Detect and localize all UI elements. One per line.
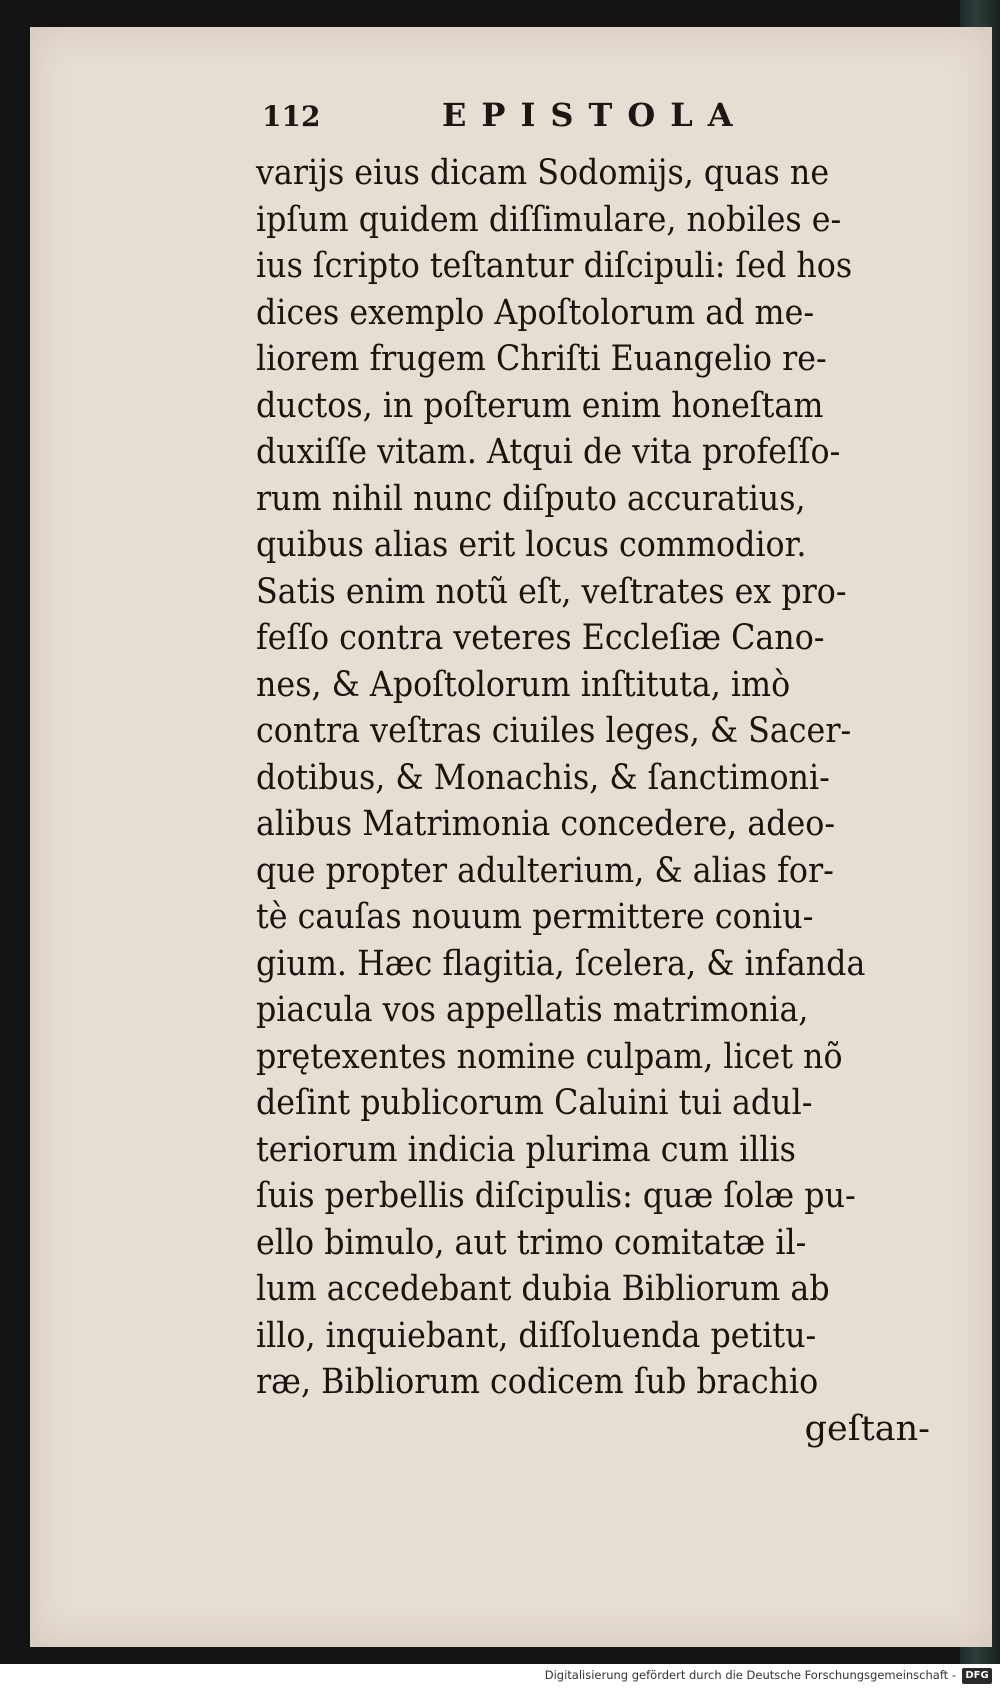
text-line: gium. Hæc flagitia, ſcelera, & infanda: [256, 943, 866, 984]
text-line: feſſo contra veteres Eccleſiæ Cano-: [256, 618, 825, 658]
text-line: dices exemplo Apoſtolorum ad me-: [256, 292, 815, 333]
text-line: ello bimulo, aut trimo comitatæ il-: [256, 1222, 807, 1263]
text-line: rum nihil nunc diſputo accuratius,: [256, 478, 806, 519]
text-line: ſuis perbellis diſcipulis: quæ ſolæ pu-: [256, 1176, 856, 1216]
catchword: geſtan-: [804, 1408, 930, 1449]
running-head: EPISTOLA: [442, 96, 748, 134]
text-line: ipſum quidem diſſimulare, nobiles e-: [256, 199, 842, 240]
text-line: prętexentes nomine culpam, licet nõ: [256, 1036, 843, 1077]
text-line: ræ, Bibliorum codicem ſub brachio: [256, 1362, 819, 1402]
text-line: ductos, in poſterum enim honeſtam: [256, 385, 824, 426]
text-line: quibus alias erit locus commodior.: [256, 525, 807, 565]
text-line: tè cauſas nouum permittere coniu-: [256, 897, 814, 937]
dfg-logo-icon: DFG: [962, 1668, 992, 1684]
text-line: que propter adulterium, & alias for-: [256, 850, 834, 891]
text-line: duxiſſe vitam. Atqui de vita profeſſo-: [256, 432, 841, 472]
text-line: nes, & Apoſtolorum inſtituta, imò: [256, 664, 791, 705]
footer-bar: [0, 1664, 1000, 1689]
text-line: Satis enim notũ eſt, veſtrates ex pro-: [256, 571, 847, 612]
text-line: ius ſcripto teſtantur diſcipuli: ſed hos: [256, 246, 853, 286]
page-number: 112: [262, 100, 321, 133]
text-line: teriorum indicia plurima cum illis: [256, 1129, 796, 1170]
page-header: [262, 96, 782, 146]
text-block: [256, 150, 946, 1452]
text-line: piacula vos appellatis matrimonia,: [256, 990, 809, 1030]
text-line: liorem frugem Chriſti Euangelio re-: [256, 339, 827, 379]
text-line: varijs eius dicam Sodomijs, quas ne: [256, 153, 830, 193]
text-line: lum accedebant dubia Bibliorum ab: [256, 1269, 830, 1309]
text-line: illo, inquiebant, diſſoluenda petitu-: [256, 1315, 817, 1356]
text-line: dotibus, & Monachis, & ſanctimoni-: [256, 757, 830, 798]
text-line: alibus Matrimonia concedere, adeo-: [256, 804, 836, 844]
text-line: deſint publicorum Caluini tui adul-: [256, 1083, 813, 1123]
funding-note: Digitalisierung gefördert durch die Deutsche Forschungsgemeinschaft -: [544, 1668, 956, 1682]
text-line: contra veſtras ciuiles leges, & Sacer-: [256, 711, 852, 751]
